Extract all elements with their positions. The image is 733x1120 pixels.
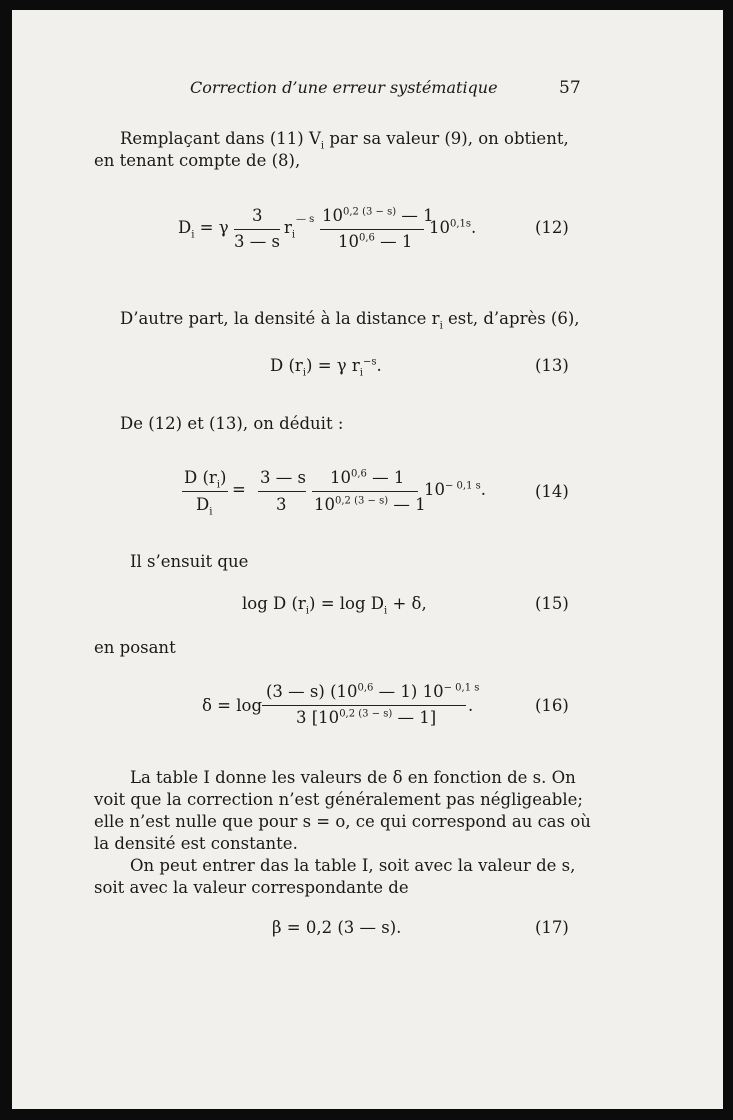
page-number: 57 [559,78,581,98]
paragraph-4: Il s’ensuit que [130,552,249,571]
paragraph-2: D’autre part, la densité à la distance $r_i$ est, d’après (6), [120,309,580,332]
paragraph-6-line-3: elle n’est nulle que pour s = o, ce qui correspond au cas où [94,812,591,831]
running-header-title: Correction d’une erreur systématique [190,78,498,97]
paragraph-6-line-4: la densité est constante. [94,834,298,853]
equation-15-number: (15) [535,594,569,613]
equation-16-number: (16) [535,696,569,715]
equation-12-number: (12) [535,218,569,237]
book-page: Correction d’une erreur systématique 57 Remplaçant dans (11) $V_i$ par sa valeur (9), on obtient, en tenant compte de (8), $D_i = \gamma$ 3 3 — s $r_i$ — s $10^{0,2 (3 - s)}$ — 1 10$^{0,6}$ — 1 $10^{0,1s}$. (12) D’autre part, la densité à la distance $r_i$ est, d’après (6), D $(r_i) = \gamma$ $r_i^{-s}$. (13) De (12) et (13), on déduit : D $(r_i)$ $D_i$ = 3 — s 3 10$^{0,6}$ — 1 $10^{0,2 (3 - s)}$ — 1 $10^{- 0,1 s}$. (14) Il s’ensuit que log D $(r_i) = \log D_i + \delta$, (15) en posant δ = log (3 — s) (10$^{0,6}$ — 1) $10^{- 0,1 s}$ 3 [$10^{0,2 (3 - s)}$ — 1] . (16) La table I donne les valeurs de δ en fonction de s. On voit que la correction n’est généralement pas négligeable; elle n’est nulle que pour s = o, ce qui correspond au cas où la densité est constante. On peut entrer das la table I, soit avec la valeur de s, soit avec la valeur correspondante de β = 0,2 (3 — s). (17) [12,10,723,1109]
equation-17-number: (17) [535,918,569,937]
paragraph-6-line-1: La table I donne les valeurs de δ en fonction de s. On [130,768,576,787]
paragraph-3: De (12) et (13), on déduit : [120,414,344,433]
equation-14-number: (14) [535,482,569,501]
equation-13-number: (13) [535,356,569,375]
paragraph-7-line-1: On peut entrer das la table I, soit avec la valeur de s, [130,856,576,875]
paragraph-1-line-1: Remplaçant dans (11) $V_i$ par sa valeur (9), on obtient, [120,129,569,152]
paragraph-7-line-2: soit avec la valeur correspondante de [94,878,409,897]
paragraph-5: en posant [94,638,176,657]
paragraph-1-line-2: en tenant compte de (8), [94,151,301,170]
paragraph-6-line-2: voit que la correction n’est généralement pas négligeable; [94,790,583,809]
